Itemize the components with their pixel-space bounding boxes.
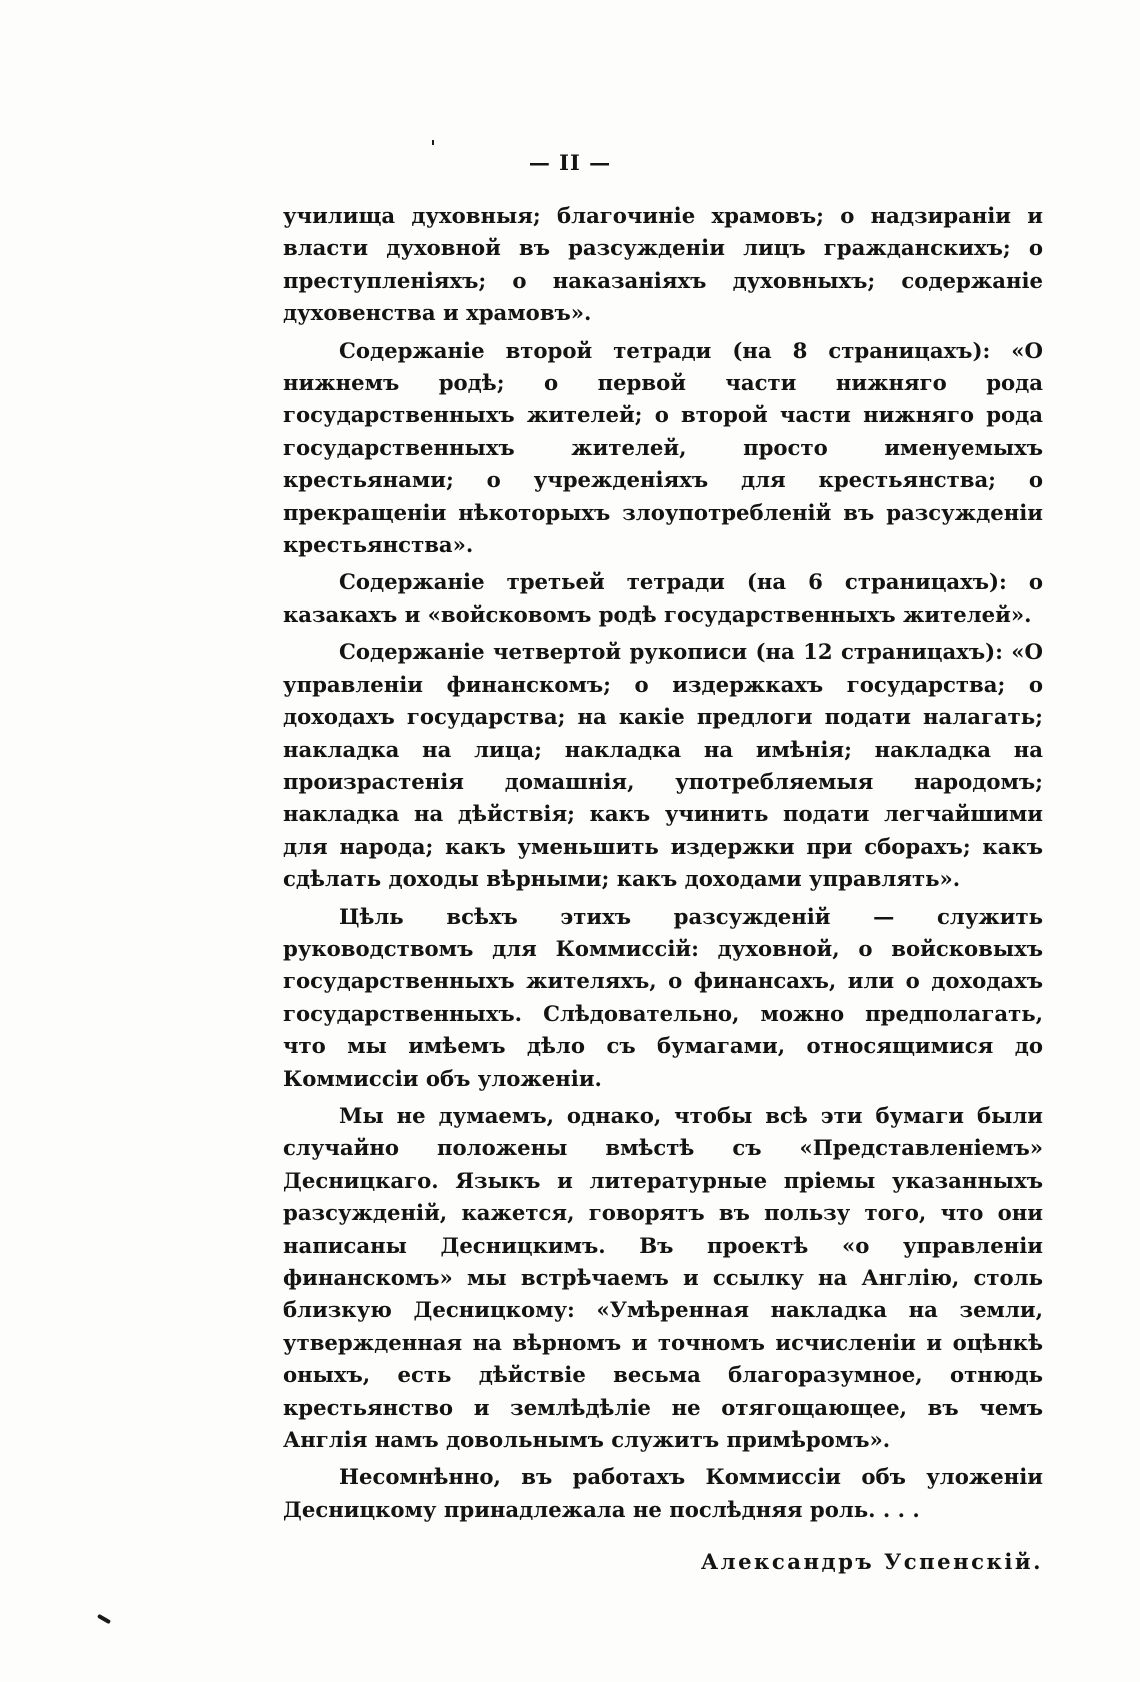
paragraph-second-notebook: Содержаніе второй тетради (на 8 страницахъ): «О нижнемъ родѣ; о первой части нижняго рода государственныхъ жителей; о второй части нижняго рода государственныхъ жителей, просто именуемыхъ крестьянами; о учрежденіяхъ для крестьянства; о прекращеніи нѣкоторыхъ злоупотребленій въ разсужденіи крестьянства». <box>283 337 1043 558</box>
body-text <box>283 200 1043 1579</box>
paragraph-conclusion: Несомнѣнно, въ работахъ Коммиссіи объ уложеніи Десницкому принадлежала не послѣдняя роль. . . . <box>283 1464 1043 1522</box>
page-number-header: — II — <box>528 150 612 175</box>
paragraph-authorship: Мы не думаемъ, однако, чтобы всѣ эти бумаги были случайно положены вмѣстѣ съ «Представленіемъ» Десницкаго. Языкъ и литературные пріемы указанныхъ разсужденій, кажется, говорятъ въ пользу того, что они написаны Десницкимъ. Въ проектѣ «о управленіи финанскомъ» мы встрѣчаемъ и ссылку на Англію, столь близкую Десницкому: «Умѣренная накладка на земли, утвержденная на вѣрномъ и точномъ исчисленіи и оцѣнкѣ оныхъ, есть дѣйствіе весьма благоразумное, отнюдь крестьянство и землѣдѣліе не отягощающее, въ чемъ Англія намъ довольнымъ служитъ примѣромъ». <box>283 1102 1043 1453</box>
author-signature: Александръ Успенскій. <box>700 1549 1043 1575</box>
paragraph-continuation: училища духовныя; благочиніе храмовъ; о надзираніи и власти духовной въ разсужденіи лицъ гражданскихъ; о преступленіяхъ; о наказаніяхъ духовныхъ; содержаніе духовенства и храмовъ». <box>283 203 1043 326</box>
paragraph-fourth-manuscript: Содержаніе четвертой рукописи (на 12 страницахъ): «О управленіи финанскомъ; о издержкахъ государства; о доходахъ государства; на какіе предлоги подати налагать; накладка на лица; накладка на имѣнія; накладка на произрастенія домашнія, употребляемыя народомъ; накладка на дѣйствія; какъ учинить подати легчайшими для народа; какъ уменьшить издержки при сборахъ; какъ сдѣлать доходы вѣрными; какъ доходами управлять». <box>283 639 1043 892</box>
ink-speck <box>432 140 434 145</box>
paragraph-purpose: Цѣль всѣхъ этихъ разсужденій — служить руководствомъ для Коммиссій: духовной, о войсковыхъ государственныхъ жителяхъ, о финансахъ, или о доходахъ государственныхъ. Слѣдовательно, можно предполагать, что мы имѣемъ дѣло съ бумагами, относящимися до Коммиссіи объ уложеніи. <box>283 903 1043 1091</box>
ink-mark <box>97 1614 111 1624</box>
paragraph-third-notebook: Содержаніе третьей тетради (на 6 страницахъ): о казакахъ и «войсковомъ родѣ государственныхъ жителей». <box>283 569 1043 627</box>
